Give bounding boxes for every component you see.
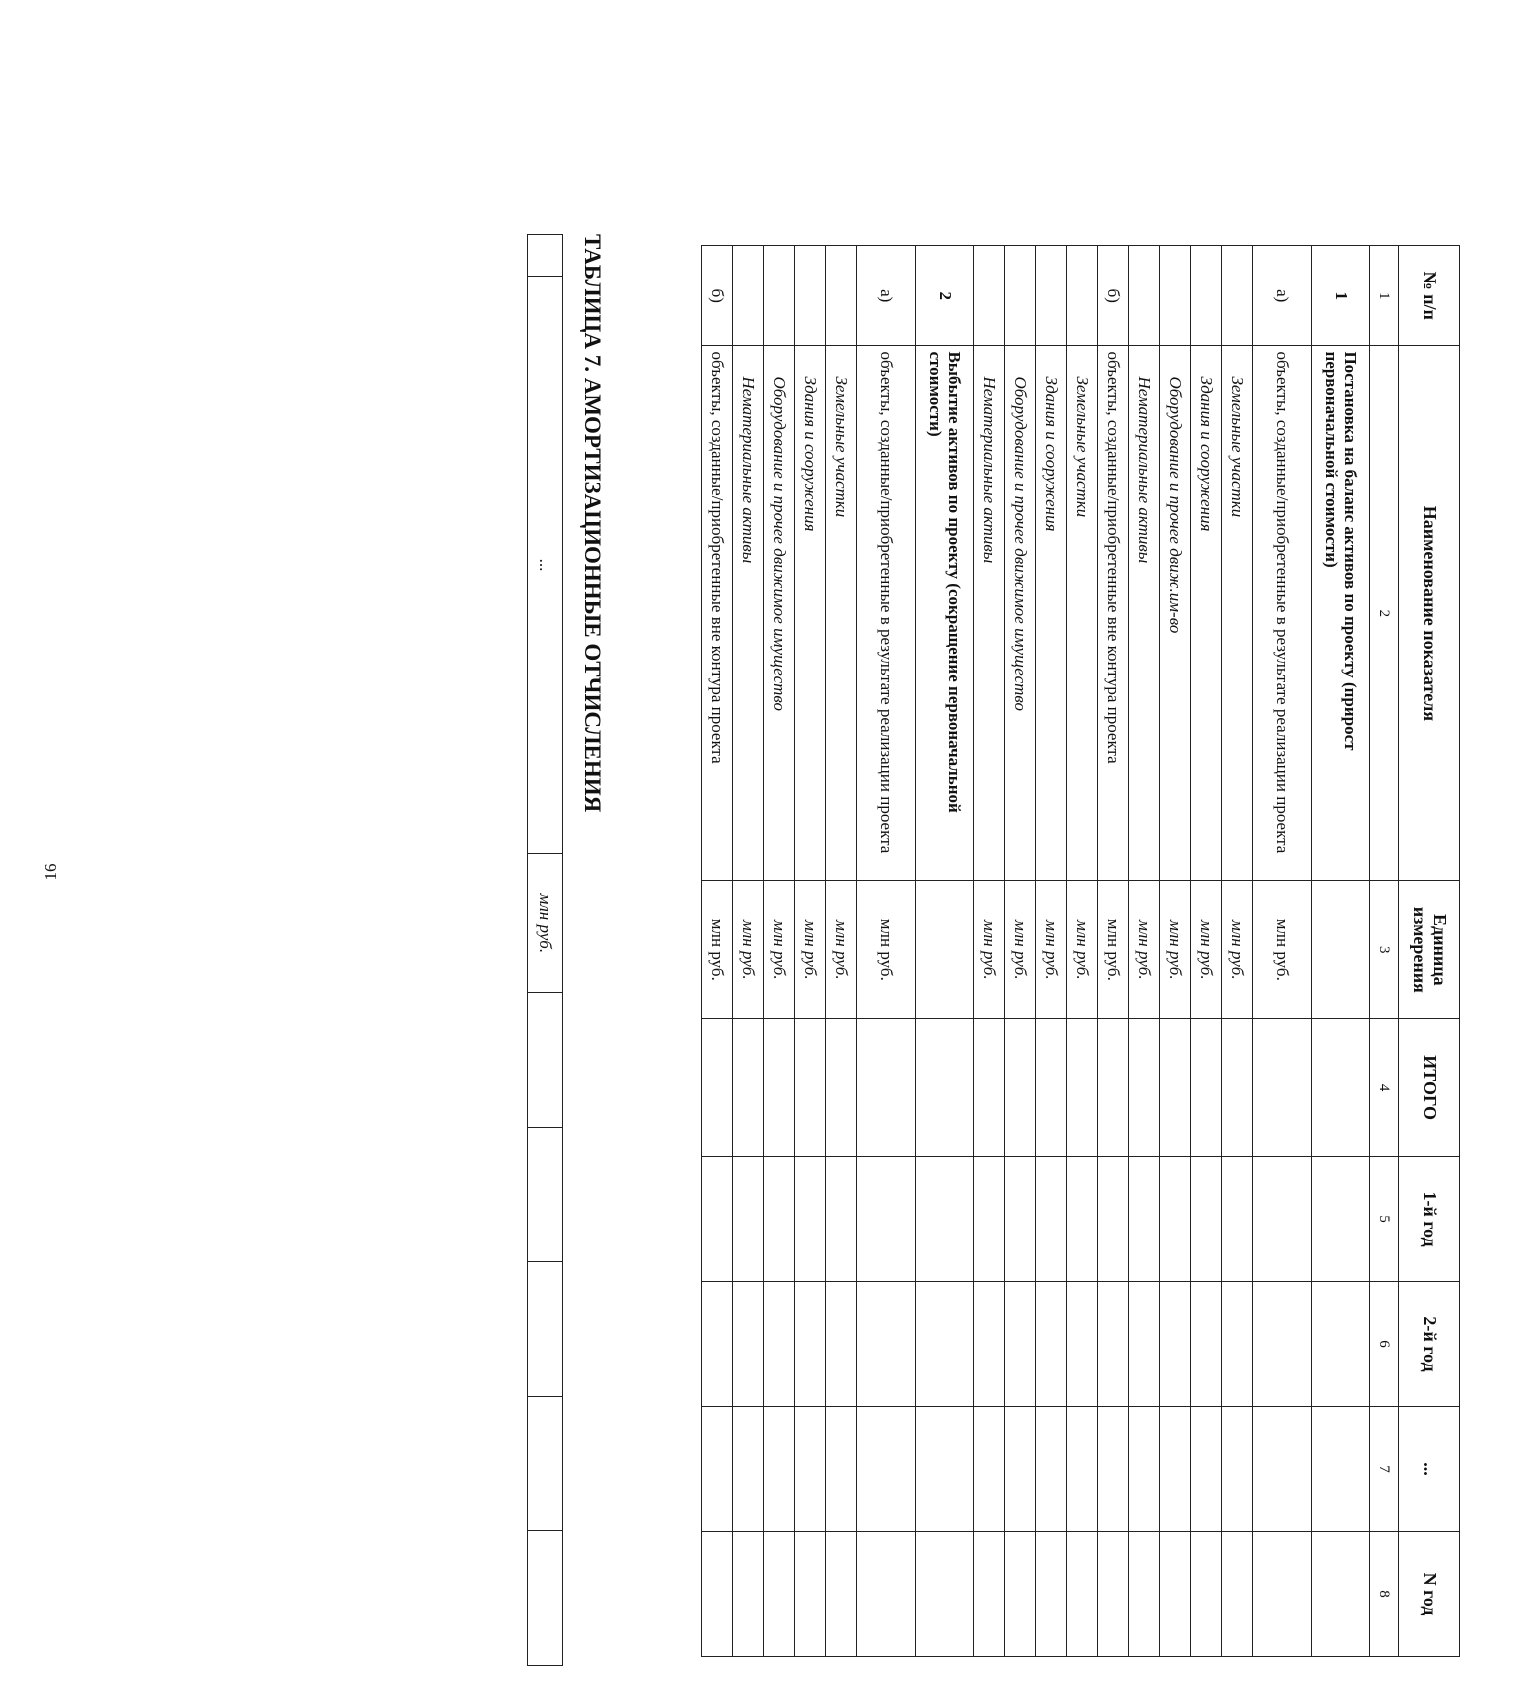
unit-cell: млн руб.	[1222, 881, 1253, 1019]
header-year2: 2-й год	[1399, 1282, 1460, 1407]
unit-cell: млн руб.	[1005, 881, 1036, 1019]
value-cell	[974, 1282, 1005, 1407]
continuation-cell	[528, 993, 563, 1128]
row-number: а)	[857, 246, 916, 346]
value-cell	[1160, 1157, 1191, 1282]
value-cell	[1129, 1282, 1160, 1407]
value-cell	[1253, 1531, 1312, 1656]
column-number: 1	[1370, 246, 1399, 346]
value-cell	[974, 1019, 1005, 1157]
unit-cell: млн руб.	[1253, 881, 1312, 1019]
continuation-num	[528, 235, 563, 277]
table-row	[733, 246, 764, 1657]
header-yearN: N год	[1399, 1531, 1460, 1656]
value-cell	[1222, 1531, 1253, 1656]
value-cell	[857, 1019, 916, 1157]
value-cell	[1253, 1157, 1312, 1282]
indicator-name: Оборудование и прочее движ.им-во	[1160, 346, 1191, 881]
unit-cell: млн руб.	[1067, 881, 1098, 1019]
value-cell	[733, 1157, 764, 1282]
value-cell	[1253, 1282, 1312, 1407]
row-number	[1222, 246, 1253, 346]
value-cell	[795, 1019, 826, 1157]
row-number: 2	[916, 246, 974, 346]
value-cell	[1222, 1406, 1253, 1531]
unit-cell: млн руб.	[1098, 881, 1129, 1019]
continuation-table	[527, 234, 563, 1666]
value-cell	[1160, 1019, 1191, 1157]
landscape-page	[328, 129, 1528, 1657]
value-cell	[1036, 1157, 1067, 1282]
value-cell	[1312, 1019, 1370, 1157]
value-cell	[764, 1531, 795, 1656]
table-row	[1036, 246, 1067, 1657]
table-row	[1312, 246, 1370, 1657]
row-number: 1	[1312, 246, 1370, 346]
row-number: а)	[1253, 246, 1312, 346]
unit-cell: млн руб.	[733, 881, 764, 1019]
indicator-name: Здания и сооружения	[795, 346, 826, 881]
column-number: 6	[1370, 1282, 1399, 1407]
table-row	[795, 246, 826, 1657]
value-cell	[1129, 1019, 1160, 1157]
value-cell	[795, 1157, 826, 1282]
table-row	[1005, 246, 1036, 1657]
value-cell	[1191, 1406, 1222, 1531]
indicator-name: Нематериальные активы	[974, 346, 1005, 881]
value-cell	[974, 1531, 1005, 1656]
value-cell	[1312, 1282, 1370, 1407]
unit-cell: млн руб.	[857, 881, 916, 1019]
row-number	[974, 246, 1005, 346]
value-cell	[857, 1531, 916, 1656]
value-cell	[1005, 1531, 1036, 1656]
column-number: 7	[1370, 1406, 1399, 1531]
indicator-name: объекты, созданные/приобретенные вне контура проекта	[1098, 346, 1129, 881]
value-cell	[1160, 1406, 1191, 1531]
indicator-name: Земельные участки	[1222, 346, 1253, 881]
value-cell	[764, 1282, 795, 1407]
unit-cell	[916, 881, 974, 1019]
value-cell	[857, 1282, 916, 1407]
row-number: б)	[1098, 246, 1129, 346]
unit-cell: млн руб.	[1191, 881, 1222, 1019]
column-number: 5	[1370, 1157, 1399, 1282]
unit-cell: млн руб.	[974, 881, 1005, 1019]
value-cell	[1222, 1282, 1253, 1407]
value-cell	[1036, 1282, 1067, 1407]
value-cell	[1129, 1406, 1160, 1531]
value-cell	[826, 1282, 857, 1407]
table-row	[1067, 246, 1098, 1657]
value-cell	[1098, 1531, 1129, 1656]
table-row	[1222, 246, 1253, 1657]
table-row	[1160, 246, 1191, 1657]
value-cell	[1098, 1282, 1129, 1407]
value-cell	[1036, 1531, 1067, 1656]
value-cell	[974, 1406, 1005, 1531]
value-cell	[1160, 1282, 1191, 1407]
value-cell	[764, 1019, 795, 1157]
continuation-row	[528, 235, 563, 1666]
value-cell	[1191, 1157, 1222, 1282]
indicator-name: Выбытие активов по проекту (сокращение первоначальной стоимости)	[916, 346, 974, 881]
indicator-name: Оборудование и прочее движимое имущество	[1005, 346, 1036, 881]
value-cell	[702, 1157, 733, 1282]
unit-cell: млн руб.	[1160, 881, 1191, 1019]
value-cell	[1067, 1531, 1098, 1656]
value-cell	[733, 1531, 764, 1656]
row-number	[733, 246, 764, 346]
value-cell	[1312, 1531, 1370, 1656]
continuation-name: ...	[528, 276, 563, 854]
value-cell	[795, 1406, 826, 1531]
row-number	[1036, 246, 1067, 346]
value-cell	[974, 1157, 1005, 1282]
value-cell	[916, 1531, 974, 1656]
table-row	[857, 246, 916, 1657]
indicator-name: Земельные участки	[826, 346, 857, 881]
column-number: 4	[1370, 1019, 1399, 1157]
value-cell	[1191, 1019, 1222, 1157]
indicator-name: объекты, созданные/приобретенные вне контура проекта	[702, 346, 733, 881]
value-cell	[795, 1531, 826, 1656]
page-number: 16	[41, 863, 60, 881]
value-cell	[1036, 1406, 1067, 1531]
value-cell	[795, 1282, 826, 1407]
table-row	[702, 246, 733, 1657]
value-cell	[916, 1157, 974, 1282]
table-row	[1191, 246, 1222, 1657]
unit-cell: млн руб.	[1129, 881, 1160, 1019]
value-cell	[1098, 1406, 1129, 1531]
value-cell	[1005, 1019, 1036, 1157]
value-cell	[1067, 1282, 1098, 1407]
table-title: ТАБЛИЦА 7. АМОРТИЗАЦИОННЫЕ ОТЧИСЛЕНИЯ	[580, 234, 605, 813]
table-row	[974, 246, 1005, 1657]
continuation-cell	[528, 1127, 563, 1262]
unit-cell: млн руб.	[826, 881, 857, 1019]
value-cell	[916, 1282, 974, 1407]
unit-cell: млн руб.	[1036, 881, 1067, 1019]
value-cell	[826, 1019, 857, 1157]
value-cell	[826, 1406, 857, 1531]
value-cell	[826, 1531, 857, 1656]
value-cell	[1312, 1157, 1370, 1282]
row-number	[826, 246, 857, 346]
value-cell	[916, 1019, 974, 1157]
row-number	[764, 246, 795, 346]
value-cell	[826, 1157, 857, 1282]
header-ellipsis: ...	[1399, 1406, 1460, 1531]
row-number	[1005, 246, 1036, 346]
value-cell	[1098, 1019, 1129, 1157]
indicator-name: Здания и сооружения	[1191, 346, 1222, 881]
value-cell	[1222, 1019, 1253, 1157]
column-number: 2	[1370, 346, 1399, 881]
value-cell	[1098, 1157, 1129, 1282]
row-number	[1067, 246, 1098, 346]
value-cell	[1005, 1157, 1036, 1282]
indicator-name: Постановка на баланс активов по проекту (прирост первоначальной стоимости)	[1312, 346, 1370, 881]
table-row	[916, 246, 974, 1657]
value-cell	[1005, 1406, 1036, 1531]
indicator-name: объекты, созданные/приобретенные в результате реализации проекта	[1253, 346, 1312, 881]
value-cell	[1160, 1531, 1191, 1656]
unit-cell: млн руб.	[702, 881, 733, 1019]
unit-cell: млн руб.	[795, 881, 826, 1019]
header-row	[1399, 246, 1460, 1657]
value-cell	[1067, 1157, 1098, 1282]
value-cell	[1067, 1019, 1098, 1157]
value-cell	[1036, 1019, 1067, 1157]
value-cell	[764, 1157, 795, 1282]
header-year1: 1-й год	[1399, 1157, 1460, 1282]
value-cell	[1191, 1282, 1222, 1407]
header-name: Наименование показателя	[1399, 346, 1460, 881]
indicator-name: Земельные участки	[1067, 346, 1098, 881]
indicator-name: Здания и сооружения	[1036, 346, 1067, 881]
continuation-cell	[528, 1396, 563, 1531]
row-number	[1129, 246, 1160, 346]
row-number	[1160, 246, 1191, 346]
indicator-name: Нематериальные активы	[733, 346, 764, 881]
depreciation-table	[701, 245, 1460, 1657]
column-number: 3	[1370, 881, 1399, 1019]
continuation-unit: млн руб.	[528, 854, 563, 993]
row-number	[795, 246, 826, 346]
row-number: б)	[702, 246, 733, 346]
header-num: № п/п	[1399, 246, 1460, 346]
indicator-name: объекты, созданные/приобретенные в результате реализации проекта	[857, 346, 916, 881]
table-body	[702, 246, 1370, 1657]
value-cell	[857, 1406, 916, 1531]
value-cell	[1253, 1019, 1312, 1157]
value-cell	[702, 1282, 733, 1407]
continuation-cell	[528, 1531, 563, 1666]
value-cell	[1191, 1531, 1222, 1656]
value-cell	[702, 1406, 733, 1531]
value-cell	[1005, 1282, 1036, 1407]
value-cell	[764, 1406, 795, 1531]
value-cell	[1253, 1406, 1312, 1531]
continuation-cell	[528, 1262, 563, 1397]
value-cell	[702, 1019, 733, 1157]
column-number: 8	[1370, 1531, 1399, 1656]
table-row	[1253, 246, 1312, 1657]
table-row	[826, 246, 857, 1657]
value-cell	[733, 1406, 764, 1531]
header-unit: Единица измерения	[1399, 881, 1460, 1019]
table-row	[1098, 246, 1129, 1657]
indicator-name: Нематериальные активы	[1129, 346, 1160, 881]
value-cell	[1067, 1406, 1098, 1531]
unit-cell: млн руб.	[764, 881, 795, 1019]
value-cell	[916, 1406, 974, 1531]
unit-cell	[1312, 881, 1370, 1019]
table-row	[1129, 246, 1160, 1657]
header-total: ИТОГО	[1399, 1019, 1460, 1157]
indicator-name: Оборудование и прочее движимое имущество	[764, 346, 795, 881]
row-number	[1191, 246, 1222, 346]
value-cell	[733, 1282, 764, 1407]
value-cell	[1129, 1531, 1160, 1656]
column-number-row	[1370, 246, 1399, 1657]
value-cell	[1129, 1157, 1160, 1282]
value-cell	[857, 1157, 916, 1282]
value-cell	[702, 1531, 733, 1656]
table-row	[764, 246, 795, 1657]
value-cell	[733, 1019, 764, 1157]
value-cell	[1312, 1406, 1370, 1531]
value-cell	[1222, 1157, 1253, 1282]
